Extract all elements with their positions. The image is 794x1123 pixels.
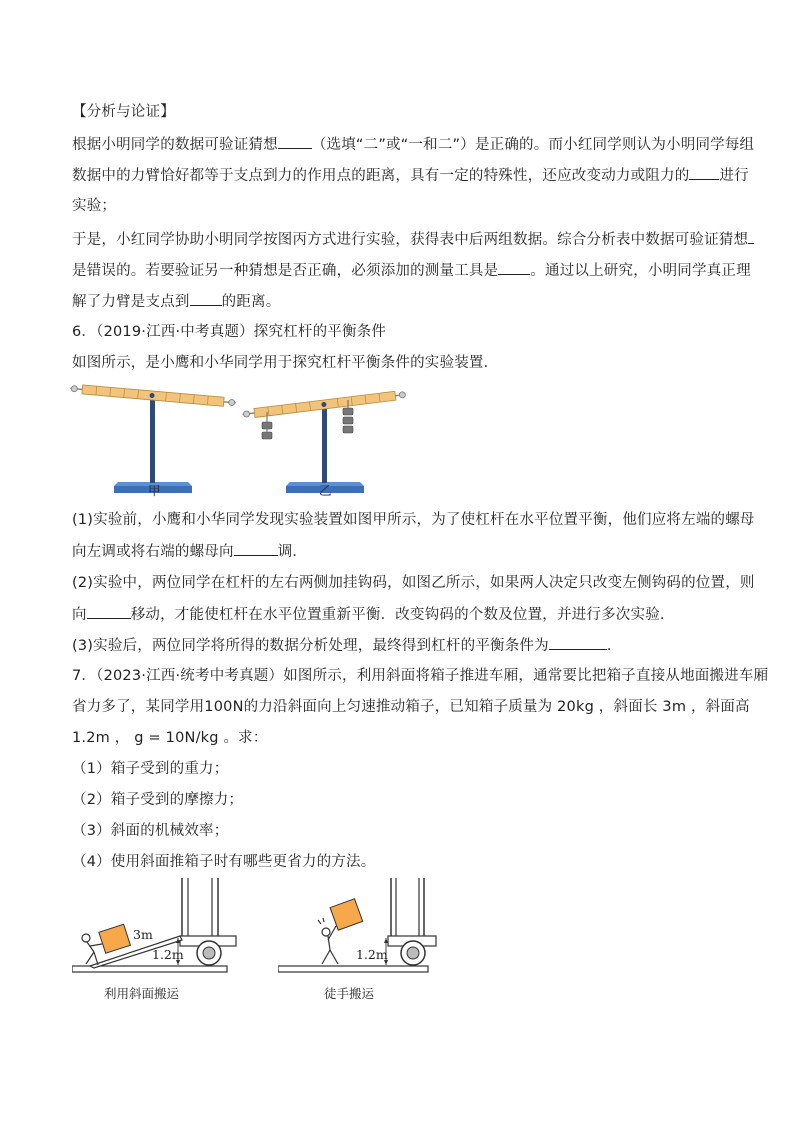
paragraph-line xyxy=(72,229,754,250)
answer-blank[interactable] xyxy=(549,635,607,650)
text-segment: 的距离。 xyxy=(221,294,281,310)
text-segment: ． xyxy=(606,638,622,654)
lever-apparatus-yi xyxy=(242,390,406,493)
paragraph-line xyxy=(72,134,754,155)
stand-pole xyxy=(150,398,155,483)
person-lifting xyxy=(318,918,338,964)
analysis-heading: 【分析与论证】 xyxy=(72,104,175,120)
stand-pole xyxy=(322,406,327,483)
answer-blank[interactable] xyxy=(689,165,719,180)
paragraph-line xyxy=(72,291,280,312)
text-segment: 根据小明同学的数据可验证猜想 xyxy=(72,137,278,153)
person-pushing xyxy=(82,934,102,965)
question-7-part-4: （4）使用斜面推箱子时有哪些更省力的方法。 xyxy=(72,854,376,870)
question-6-intro: 如图所示，是小鹰和小华同学用于探究杠杆平衡条件的实验装置． xyxy=(72,355,499,371)
figure-label-yi: 乙 xyxy=(319,483,332,498)
truck xyxy=(180,878,236,965)
text-segment: (3)实验后，两位同学将所得的数据分析处理，最终得到杠杆的平衡条件为 xyxy=(72,638,549,654)
answer-blank[interactable] xyxy=(234,541,278,556)
text-segment: 。通过以上研究，小明同学真正理 xyxy=(530,263,751,279)
text-segment: 进行 xyxy=(719,168,749,184)
question-6-title: 6．（2019·江西·中考真题）探究杠杆的平衡条件 xyxy=(72,324,387,340)
paragraph-line xyxy=(72,541,307,562)
answer-blank[interactable] xyxy=(87,604,131,619)
question-7-part-1: （1）箱子受到的重力； xyxy=(72,761,229,777)
lever-figure xyxy=(70,378,410,500)
paragraph-line xyxy=(72,260,751,281)
text-segment: 是错误的。若要验证另一种猜想是否正确，必须添加的测量工具是 xyxy=(72,263,499,279)
incline-height-label: 1.2m xyxy=(152,947,184,962)
answer-blank[interactable] xyxy=(748,229,754,244)
lift-height-label: 1.2m xyxy=(356,947,388,962)
incline-length-label: 3m xyxy=(133,927,153,942)
answer-blank[interactable] xyxy=(498,260,530,275)
text-segment: （选填“二”或“一和二”）是正确的。而小红同学则认为小明同学每组 xyxy=(311,137,755,153)
box xyxy=(99,924,131,953)
figure-label-jia: 甲 xyxy=(148,483,161,498)
truck xyxy=(388,878,436,965)
text-segment: 移动，才能使杠杆在水平位置重新平衡．改变钩码的个数及位置，并进行多次实验. xyxy=(130,607,665,623)
question-7-title: 7．（2023·江西·统考中考真题）如图所示，利用斜面将箱子推进车厢，通常要比把箱子直接从地面搬进车厢 xyxy=(72,668,769,684)
text-segment: 解了力臂是支点到 xyxy=(72,294,190,310)
paragraph-line xyxy=(72,635,622,656)
paragraph-line xyxy=(72,165,749,186)
text-segment: 向左调或将右端的螺母向 xyxy=(72,544,234,560)
question-6-part-2: (2)实验中，两位同学在杠杆的左右两侧加挂钩码，如图乙所示，如果两人决定只改变左侧钩码的位置，则 xyxy=(72,575,755,591)
question-7-part-2: （2）箱子受到的摩擦力； xyxy=(72,792,244,808)
lifting-figure xyxy=(278,878,438,978)
paragraph-line xyxy=(72,604,665,625)
text-segment: 向 xyxy=(72,607,87,623)
question-6-part-1: (1)实验前，小鹰和小华同学发现实验装置如图甲所示，为了使杠杆在水平位置平衡，他们应将左端的螺母 xyxy=(72,512,755,528)
text-segment: 调． xyxy=(277,544,308,560)
text-segment: 数据中的力臂恰好都等于支点到力的作用点的距离，具有一定的特殊性，还应改变动力或阻力的 xyxy=(72,168,690,184)
box xyxy=(330,899,363,930)
answer-blank[interactable] xyxy=(278,134,312,149)
text-segment: 于是，小红同学协助小明同学按图丙方式进行实验，获得表中后两组数据。综合分析表中数据可验证猜想 xyxy=(72,232,749,248)
question-7-line: 省力多了，某同学用100N的力沿斜面向上匀速推动箱子，已知箱子质量为 20kg ，斜面长 3m ，斜面高 xyxy=(72,699,750,715)
paragraph-line: 实验； xyxy=(72,198,117,214)
answer-blank[interactable] xyxy=(190,291,222,306)
lever-apparatus-jia xyxy=(70,384,236,493)
caption-lifting: 徒手搬运 xyxy=(324,986,375,1001)
ground xyxy=(278,966,428,972)
caption-incline: 利用斜面搬运 xyxy=(104,986,180,1001)
question-7-part-3: （3）斜面的机械效率； xyxy=(72,823,229,839)
question-7-line: 1.2m ， g = 10N/kg 。求： xyxy=(72,730,268,746)
incline-figure xyxy=(72,878,242,978)
